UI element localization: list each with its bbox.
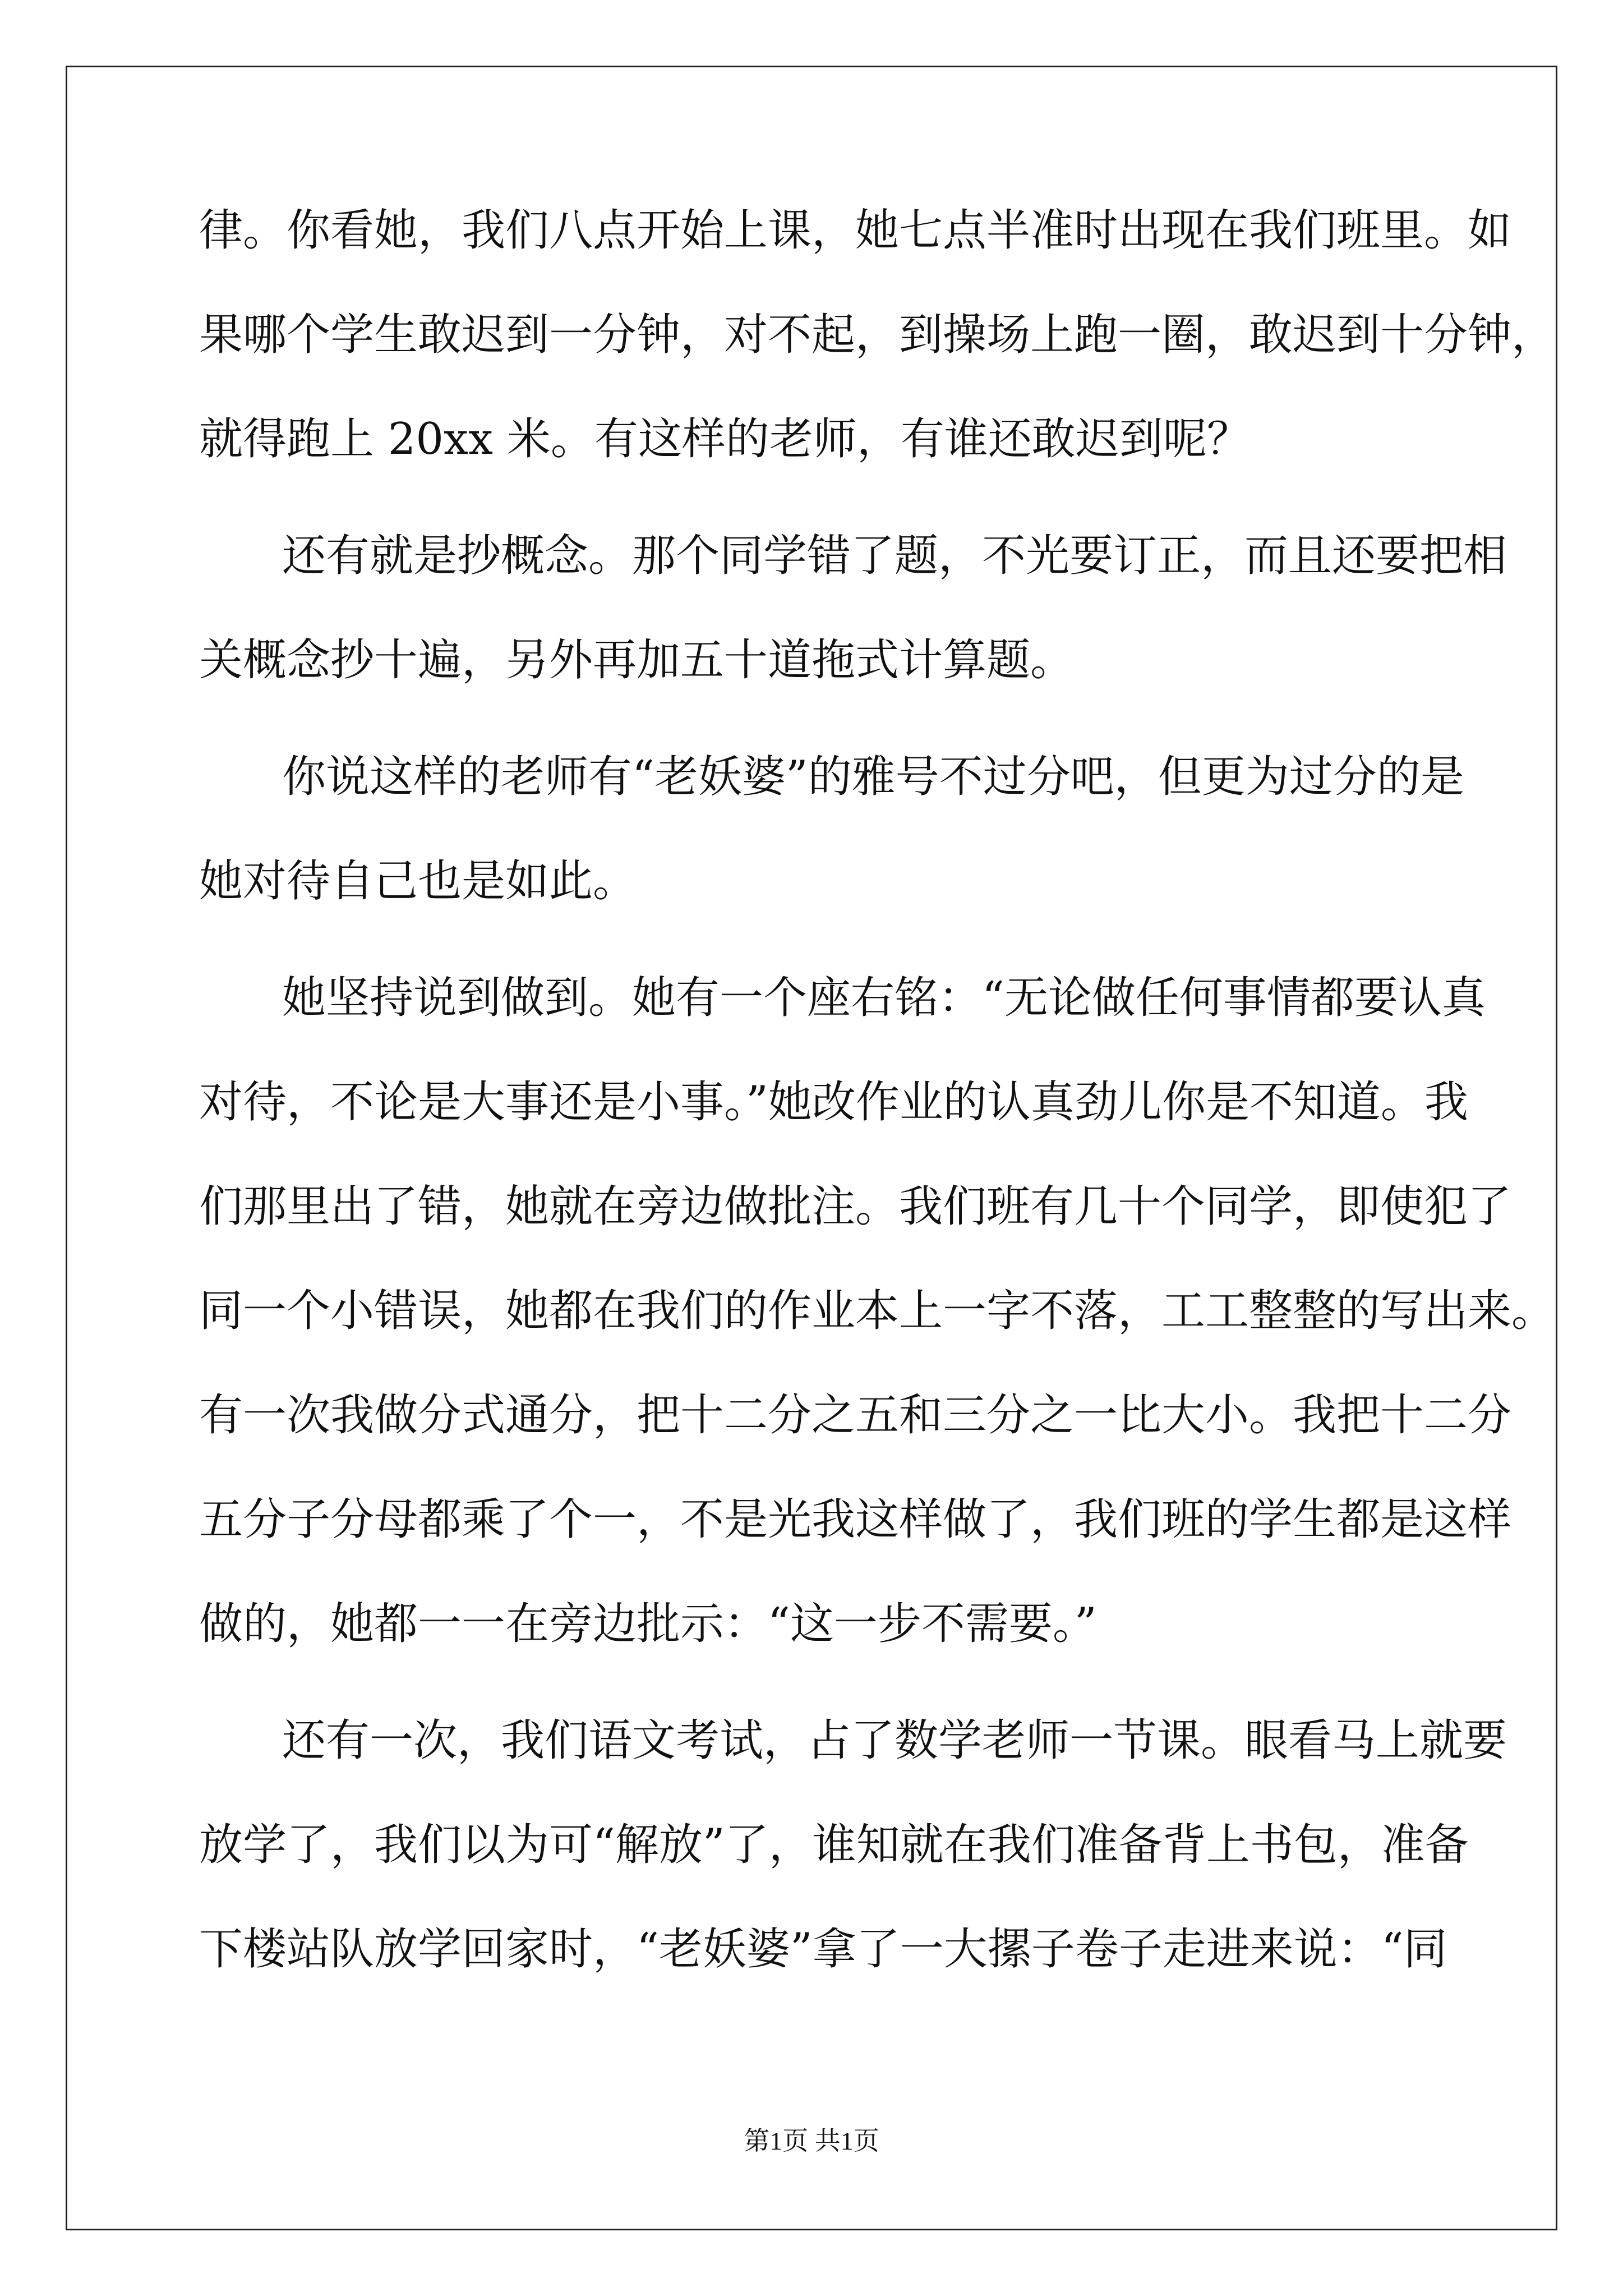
paragraph-start-line: 还有一次，我们语文考试，占了数学老师一节课。眼看马上就要 bbox=[282, 1715, 1507, 1766]
text-line: 同一个小错误，她都在我们的作业本上一字不落，工工整整的写出来。 bbox=[199, 1286, 1556, 1336]
text-line: 五分子分母都乘了个一，不是光我这样做了，我们班的学生都是这样 bbox=[199, 1494, 1512, 1545]
text-line: 下楼站队放学回家时，“老妖婆”拿了一大摞子卷子走进来说：“同 bbox=[199, 1924, 1447, 1975]
paragraph-start-line: 你说这样的老师有“老妖婆”的雅号不过分吧，但更为过分的是 bbox=[282, 752, 1464, 802]
page-frame bbox=[66, 66, 1557, 2230]
text-line: 们那里出了错，她就在旁边做批注。我们班有几十个同学，即使犯了 bbox=[199, 1181, 1512, 1232]
text-line: 做的，她都一一在旁边批示：“这一步不需要。” bbox=[199, 1599, 1097, 1649]
text-line: 就得跑上 20xx 米。有这样的老师，有谁还敢迟到呢？ bbox=[199, 414, 1251, 464]
text-line: 果哪个学生敢迟到一分钟，对不起，到操场上跑一圈，敢迟到十分钟， bbox=[199, 310, 1556, 360]
paragraph-start-line: 还有就是抄概念。那个同学错了题，不光要订正，而且还要把相 bbox=[282, 531, 1507, 581]
text-line: 对待，不论是大事还是小事。”她改作业的认真劲儿你是不知道。我 bbox=[199, 1077, 1468, 1128]
paragraph-start-line: 她坚持说到做到。她有一个座右铭：“无论做任何事情都要认真 bbox=[282, 973, 1486, 1023]
text-line: 关概念抄十遍，另外再加五十道拖式计算题。 bbox=[199, 635, 1075, 685]
text-line: 有一次我做分式通分，把十二分之五和三分之一比大小。我把十二分 bbox=[199, 1390, 1512, 1441]
text-line: 放学了，我们以为可“解放”了，谁知就在我们准备背上书包，准备 bbox=[199, 1820, 1469, 1870]
text-line: 律。你看她，我们八点开始上课，她七点半准时出现在我们班里。如 bbox=[199, 205, 1512, 256]
page-number-footer: 第1页 共1页 bbox=[744, 2127, 879, 2155]
text-line: 她对待自己也是如此。 bbox=[199, 856, 637, 907]
